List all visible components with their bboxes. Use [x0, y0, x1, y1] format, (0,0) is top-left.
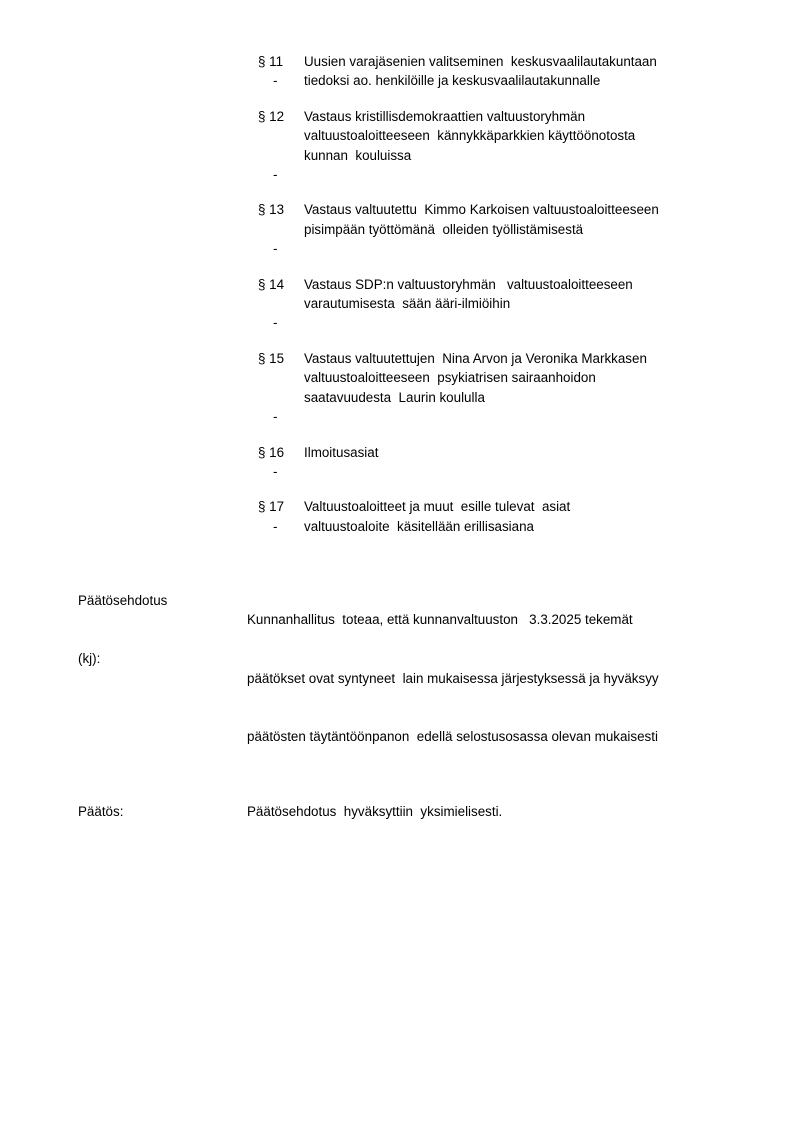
agenda-line	[258, 71, 774, 90]
agenda-line	[258, 165, 774, 184]
section-heading-line: Vastaus kristillisdemokraattien valtuustoryhmän	[304, 108, 586, 124]
section-number-label: § 16	[258, 444, 285, 460]
section-heading-line: Uusien varajäsenien valitseminen keskusvaalilautakuntaan	[304, 54, 657, 69]
agenda-line	[258, 126, 774, 145]
agenda-section	[258, 52, 774, 91]
section-heading-line: Vastaus valtuutettujen Nina Arvon ja Veronika Markkasen	[304, 350, 647, 366]
agenda-section	[258, 497, 774, 536]
section-heading-line: valtuustoaloitteeseen kännykkäparkkien käyttöönotosta	[304, 128, 636, 144]
list-dash-marker: -	[273, 241, 278, 257]
section-number-label: § 11	[258, 54, 284, 69]
agenda-section	[258, 107, 774, 185]
resolution-block	[78, 552, 774, 821]
decision-body: Päätösehdotus hyväksyttiin yksimielisesti.	[247, 803, 503, 819]
agenda-line	[258, 388, 774, 407]
list-dash-marker: -	[273, 73, 278, 89]
list-dash-marker: -	[273, 167, 278, 183]
agenda-line	[258, 146, 774, 165]
list-dash-marker: -	[273, 518, 278, 534]
proposal-body-line-1: Kunnanhallitus toteaa, että kunnanvaltuuston 3.3.2025 tekemät	[247, 612, 633, 628]
agenda-line	[258, 462, 774, 481]
agenda-section	[258, 275, 774, 333]
agenda-line	[258, 443, 774, 462]
proposal-body-line-2: päätökset ovat syntyneet lain mukaisessa järjestyksessä ja hyväksyy	[247, 670, 659, 686]
decision-proposal-row	[78, 552, 774, 785]
agenda-line	[258, 368, 774, 387]
agenda-line	[258, 294, 774, 313]
section-heading-line: kunnan kouluissa	[304, 147, 412, 163]
decision-proposal-body	[247, 552, 774, 785]
section-heading-line: Valtuustoaloitteet ja muut esille tulevat asiat	[304, 499, 571, 515]
list-item-line	[304, 313, 774, 332]
proposal-label-line-2: (kj):	[78, 651, 101, 667]
agenda-line	[258, 107, 774, 126]
section-heading-line: pisimpään työttömänä olleiden työllistämisestä	[304, 221, 584, 237]
section-heading-line: Vastaus valtuutettu Kimmo Karkoisen valtuustoaloitteeseen	[304, 202, 659, 218]
agenda-line	[258, 517, 774, 536]
list-item-line	[304, 165, 774, 184]
section-number-label	[258, 368, 304, 387]
agenda-line	[258, 200, 774, 219]
section-heading-line: saatavuudesta Laurin koululla	[304, 389, 485, 405]
agenda-line	[258, 313, 774, 332]
list-dash-marker: -	[273, 409, 278, 425]
section-number-label: § 14	[258, 276, 285, 292]
section-number-label	[258, 146, 304, 165]
section-number-label: § 12	[258, 108, 285, 124]
section-number-label	[258, 220, 304, 239]
list-item-line	[304, 462, 774, 481]
proposal-label-line-1: Päätösehdotus	[78, 592, 168, 608]
list-item-line: tiedoksi ao. henkilöille ja keskusvaalilautakunnalle	[304, 73, 601, 89]
section-number-label: § 17	[258, 499, 285, 515]
decision-row	[78, 802, 774, 821]
section-number-label: § 15	[258, 350, 285, 366]
section-number-label: § 13	[258, 202, 285, 218]
agenda-line	[258, 220, 774, 239]
agenda-line	[258, 275, 774, 294]
agenda-section	[258, 443, 774, 482]
list-dash-marker: -	[273, 315, 278, 331]
proposal-body-line-3: päätösten täytäntöönpanon edellä selostusosassa olevan mukaisesti	[247, 728, 658, 744]
decision-label: Päätös:	[78, 803, 124, 819]
section-heading-line: Ilmoitusasiat	[304, 444, 379, 460]
section-number-label	[258, 126, 304, 145]
agenda-line	[258, 497, 774, 516]
agenda-line	[258, 349, 774, 368]
section-number-label	[258, 388, 304, 407]
agenda-section	[258, 349, 774, 427]
list-item-line	[304, 239, 774, 258]
list-dash-marker: -	[273, 463, 278, 479]
section-heading-line: varautumisesta sään ääri-ilmiöihin	[304, 296, 511, 312]
agenda-sections	[258, 52, 774, 536]
list-item-line	[304, 407, 774, 426]
list-item-line: valtuustoaloite käsitellään erillisasiana	[304, 518, 535, 534]
agenda-line	[258, 52, 774, 71]
decision-proposal-label	[78, 552, 247, 785]
section-heading-line: valtuustoaloitteeseen psykiatrisen sairaanhoidon	[304, 370, 596, 386]
agenda-line	[258, 407, 774, 426]
section-heading-line: Vastaus SDP:n valtuustoryhmän valtuustoaloitteeseen	[304, 276, 633, 292]
agenda-section	[258, 200, 774, 258]
section-number-label	[258, 294, 304, 313]
agenda-line	[258, 239, 774, 258]
